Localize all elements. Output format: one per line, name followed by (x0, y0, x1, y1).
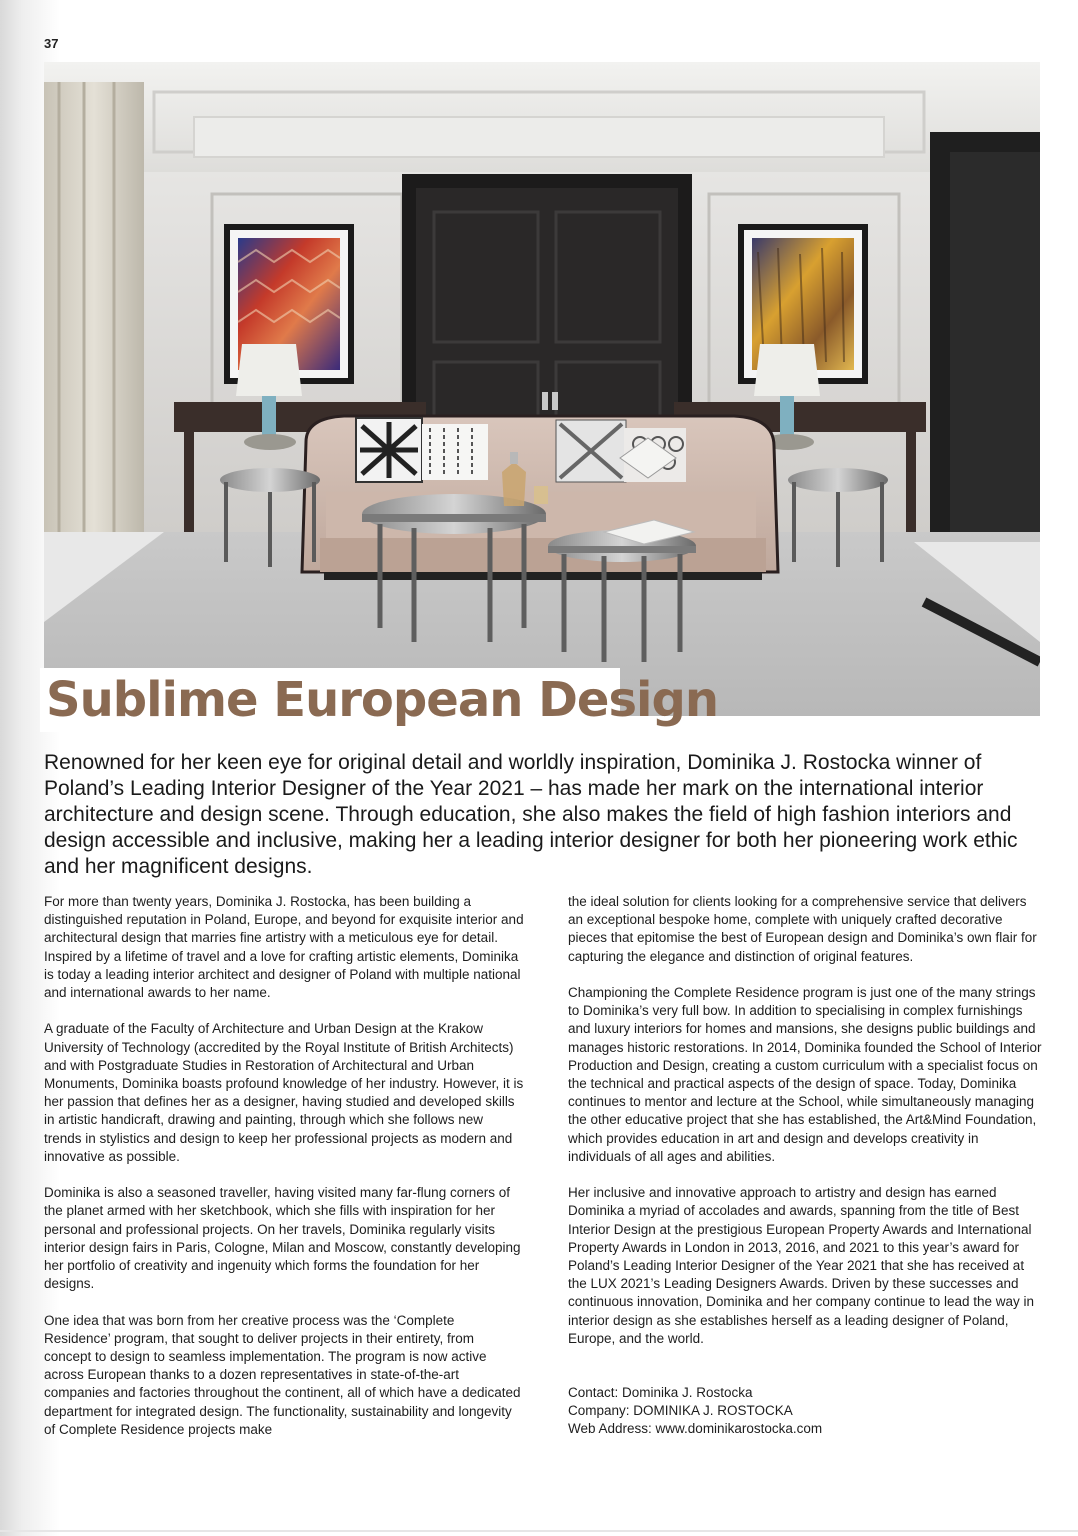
contact-web-address[interactable]: Web Address: www.dominikarostocka.com (568, 1421, 823, 1437)
body-paragraph: Dominika is also a seasoned traveller, having visited many far-flung corners of the planet armed with her sketchbook, which she fills with inspiration for her personal and professional projects. On her travels, Dominika regularly visits interior design fairs in Paris, Cologne, Milan and Moscow, constantly developing her portfolio of creativity and ingenuity which forms the foundation for her designs. (44, 1185, 521, 1292)
body-paragraph: the ideal solution for clients looking for a comprehensive service that delivers an exceptional bespoke home, complete with uniquely crafted decorative pieces that epitomise the best of European design and Dominika’s own flair for capturing the elegance and distinction of original features. (568, 894, 1037, 964)
right-column (568, 893, 1044, 1439)
body-paragraph: Championing the Complete Residence program is just one of the many strings to Dominika’s very full bow. In addition to specialising in complex furnishings and luxury interiors for homes and mansions, she designs public buildings and manages historic restorations. In 2014, Dominika founded the School of Interior Production and Design, creating a custom curriculum with a specialist focus on the technical and practical aspects of the design of space. Today, Dominika continues to mentor and lecture at the School, while simultaneously managing the other educative project that she has established, the Art&Mind Foundation, which provides education in art and design and develops creativity in individuals of all ages and abilities. (568, 985, 1042, 1164)
contact-name: Contact: Dominika J. Rostocka (568, 1385, 753, 1401)
lead-paragraph: Renowned for her keen eye for original detail and worldly inspiration, Dominika J. Rostocka winner of Poland’s Leading Interior Designer of the Year 2021 – has made her mark on the international interior architecture and design scene. Through education, she also makes the field of high fashion interiors and design accessible and inclusive, making her a leading interior designer for both her pioneering work ethic and her magnificent designs. (44, 751, 1018, 878)
body-paragraph: A graduate of the Faculty of Architecture and Urban Design at the Krakow University of Technology (accredited by the Royal Institute of British Architects) and with Postgraduate Studies in Restoration of Architectural and Urban Monuments, Dominika boasts profound knowledge of her industry. However, it is her passion that defines her as a designer, having studied and developed skills in artistic handicraft, drawing and painting, through which she follows new trends in stylistics and design to keep her professional projects as modern and innovative as possible. (44, 1021, 524, 1164)
contact-company: Company: DOMINIKA J. ROSTOCKA (568, 1403, 793, 1419)
body-paragraph: For more than twenty years, Dominika J. Rostocka, has been building a distinguished reputation in Poland, Europe, and beyond for exquisite interior and architectural design that marries fine artistry with a meticulous eye for detail. Inspired by a lifetime of travel and a love for crafting artistic elements, Dominika is today a leading interior architect and designer of Poland with multiple national and international awards to her name. (44, 894, 524, 1001)
body-paragraph: One idea that was born from her creative process was the ‘Complete Residence’ program, that sought to deliver projects in their entirety, from concept to design to seamless implementation. The program is now active across European thanks to a dozen representatives in state-of-the-art companies and factories throughout the continent, all of which have a dedicated department for integrated design. The functionality, sustainability and longevity of Complete Residence projects make (44, 1312, 521, 1437)
left-column (44, 893, 524, 1457)
page-number: 37 (44, 36, 59, 51)
bottom-rule (0, 1530, 1078, 1532)
hero-image (44, 62, 1040, 716)
contact-block (568, 1384, 1044, 1439)
page-title: Sublime European Design (46, 672, 719, 728)
living-room-photo-icon (44, 62, 1040, 716)
body-paragraph: Her inclusive and innovative approach to artistry and design has earned Dominika a myriad of accolades and awards, spanning from the title of Best Interior Design at the prestigious European Property Awards and International Property Awards in London in 2013, 2016, and 2021 to this year’s award for Poland’s Leading Interior Designer of the Year 2021 that she has received at the LUX 2021’s Leading Designers Awards. Driven by these successes and continuous innovation, Dominika and her company continue to lead the way in interior design as she establishes herself as a leading designer of Poland, Europe, and the world. (568, 1185, 1035, 1346)
